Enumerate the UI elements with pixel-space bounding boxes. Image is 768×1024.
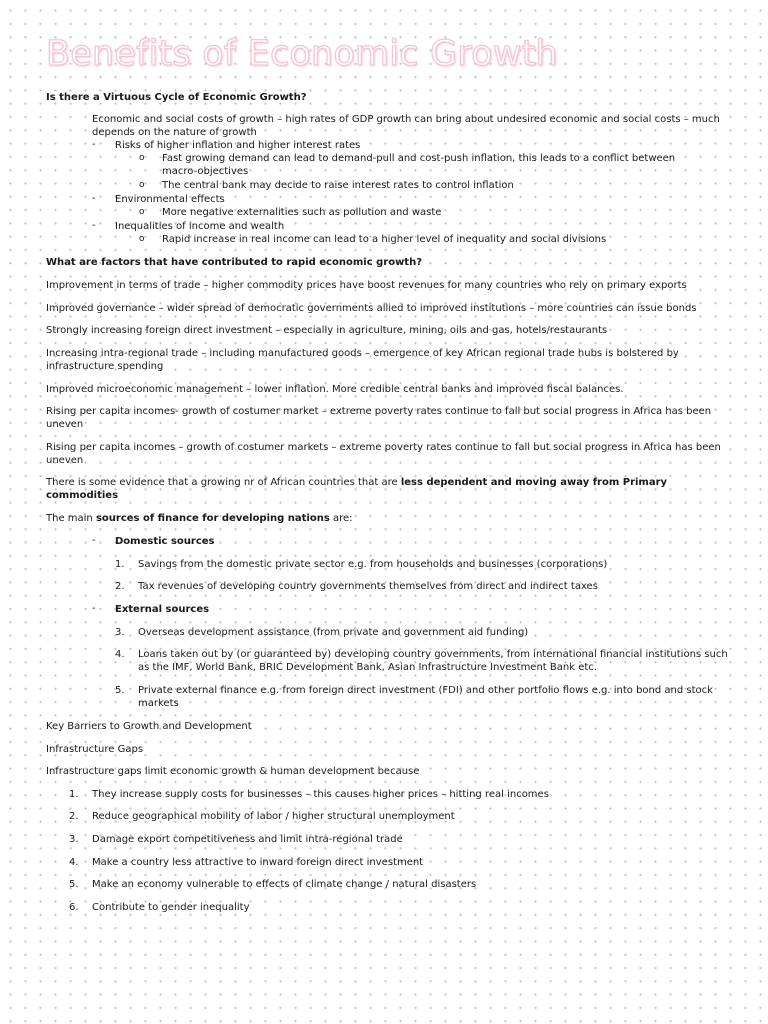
domestic-sources-label: Domestic sources [115,536,215,547]
factor-paragraph: Rising per capita incomes- growth of costumer market – extreme poverty rates continue to fall but social progress in Africa has been uneven [46,406,712,431]
subheading-infrastructure: Infrastructure Gaps [46,744,144,755]
evidence-emphasis: less dependent and moving away from Primary commodities [46,477,668,502]
circle-bullet-icon: o [139,207,145,217]
barrier-item: Damage export competitiveness and limit intra-regional trade [92,834,403,845]
dash-bullet: - [92,535,96,546]
inequality-sub-1: Rapid increase in real income can lead to a higher level of inequality and social divisions [162,234,607,245]
page-title: Benefits of Economic Growth [46,34,558,74]
list-number: 1. [69,789,79,800]
list-number: 2. [115,581,125,592]
factor-paragraph: Improved microeconomic management – lower inflation. More credible central banks and improved fiscal balances. [46,384,624,395]
finance-intro-emphasis: sources of finance for developing nations [95,513,330,524]
barrier-item: Contribute to gender inequality [92,902,250,913]
factor-paragraph: Improved governance – wider spread of democratic governments allied to improved institutions – more countries can issue bonds [46,303,697,314]
environment-label: Environmental effects [115,194,225,205]
factor-paragraph: Improvement in terms of trade – higher commodity prices have boost revenues for many countries who rely on primary exports [46,280,687,291]
external-source-item: Overseas development assistance (from private and government aid funding) [138,627,529,638]
environment-sub-1: More negative externalities such as pollution and waste [162,207,442,218]
domestic-source-item: Tax revenues of developing country governments themselves from direct and indirect taxes [138,581,598,592]
dash-bullet: - [92,139,96,150]
domestic-source-item: Savings from the domestic private sector e.g. from households and businesses (corporations) [138,559,608,570]
list-number: 3. [115,627,125,638]
barriers-intro: Infrastructure gaps limit economic growth & human development because [46,766,420,777]
barrier-item: Make a country less attractive to inward foreign direct investment [92,857,424,868]
dash-bullet: - [92,603,96,614]
list-number: 1. [115,559,125,570]
list-number: 4. [69,857,79,868]
list-number: 5. [115,685,125,696]
list-number: 4. [115,649,125,660]
risk-sub-2: The central bank may decide to raise interest rates to control inflation [162,180,514,191]
circle-bullet-icon: o [139,234,145,244]
section-heading-barriers: Key Barriers to Growth and Development [46,721,252,732]
circle-bullet-icon: o [139,180,145,190]
barrier-item: Reduce geographical mobility of labor / higher structural unemployment [92,811,455,822]
risk-sub-1: Fast growing demand can lead to demand-pull and cost-push inflation, this leads to a conflict between macro-objectives [162,153,676,178]
finance-intro-pre: The main [46,513,96,524]
risk-label: Risks of higher inflation and higher interest rates [115,140,361,151]
inequality-label: Inequalities of income and wealth [115,221,285,232]
list-number: 5. [69,879,79,890]
finance-intro [46,512,726,525]
external-source-item: Private external finance e.g. from foreign direct investment (FDI) and other portfolio flows e.g. into bond and stock markets [138,685,713,710]
circle-bullet-icon: o [139,153,145,163]
dash-bullet: - [92,220,96,231]
section-heading-virtuous-cycle: Is there a Virtuous Cycle of Economic Growth? [46,92,307,103]
evidence-text: There is some evidence that a growing nr of African countries that are [46,477,401,488]
list-number: 6. [69,902,79,913]
barrier-item: Make an economy vulnerable to effects of climate change / natural disasters [92,879,477,890]
factor-paragraph: Strongly increasing foreign direct investment – especially in agriculture, mining, oils and gas, hotels/restaurants [46,325,608,336]
list-number: 3. [69,834,79,845]
barrier-item: They increase supply costs for businesses – this causes higher prices – hitting real incomes [92,789,549,800]
list-number: 2. [69,811,79,822]
dash-bullet: - [92,193,96,204]
external-sources-label: External sources [115,604,210,615]
external-source-item: Loans taken out by (or guaranteed by) developing country governments, from international financial institutions such as the IMF, World Bank, BRIC Development Bank, Asian Infrastructure Investment Bank etc. [138,649,728,674]
factor-paragraph: Increasing intra-regional trade – including manufactured goods – emergence of key African regional trade hubs is bolstered by infrastructure spending [46,348,679,373]
section-heading-factors: What are factors that have contributed to rapid economic growth? [46,257,423,268]
cycle-intro: Economic and social costs of growth – high rates of GDP growth can bring about undesired economic and social costs – much depends on the nature of growth [92,114,720,139]
finance-intro-post: are: [329,513,353,524]
factor-paragraph: Rising per capita incomes – growth of costumer markets – extreme poverty rates continue to fall but social progress in Africa has been uneven [46,442,721,467]
evidence-paragraph [46,476,714,503]
